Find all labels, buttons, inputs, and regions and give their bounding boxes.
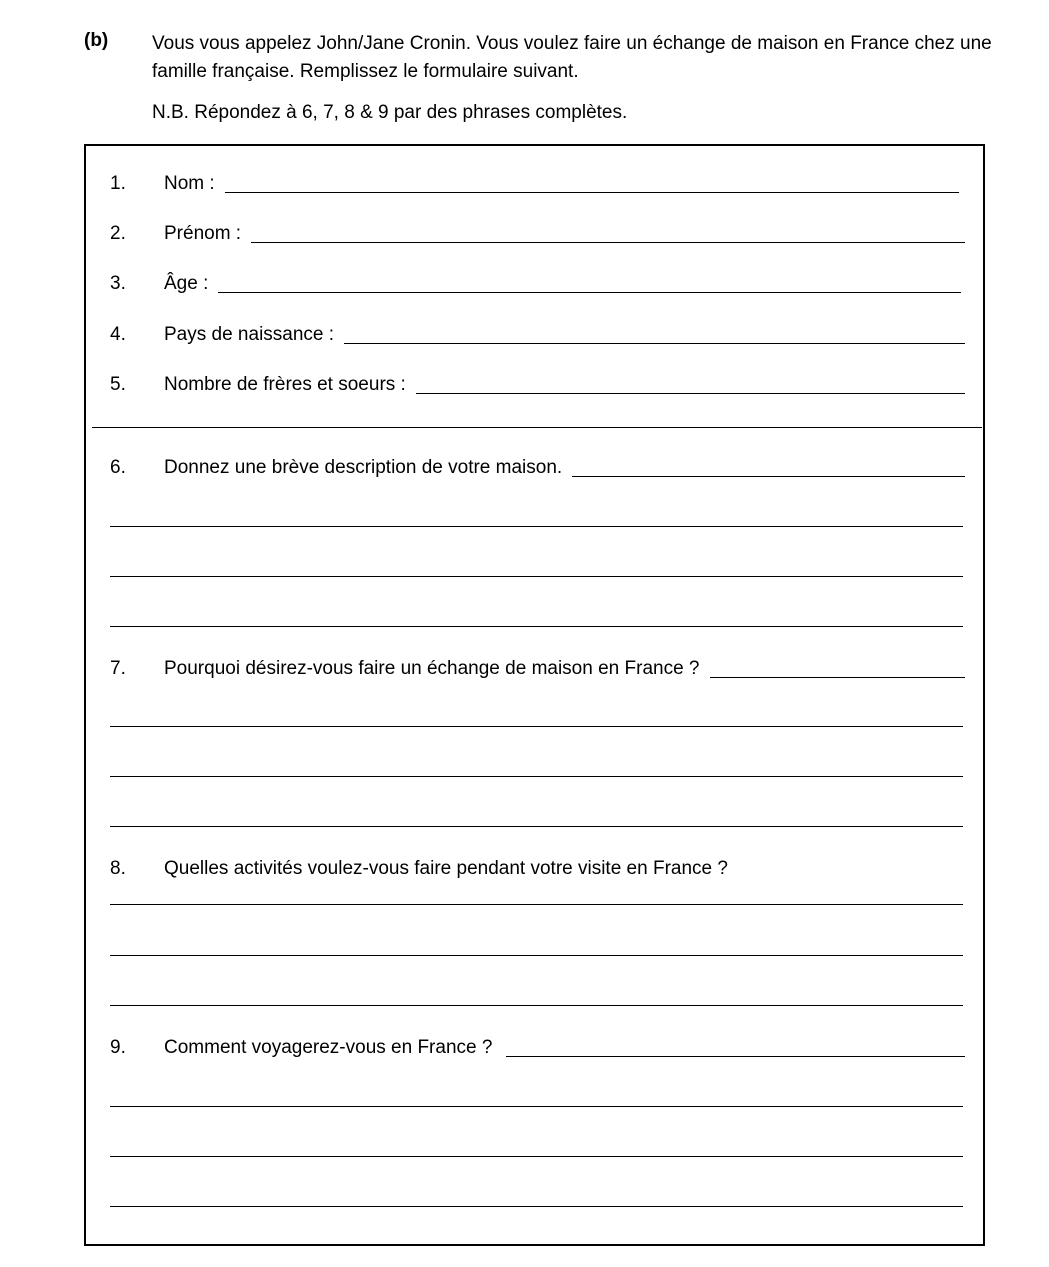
question-9 [110, 1035, 965, 1059]
q9-answer-line[interactable] [110, 1106, 963, 1107]
prenom-answer-line[interactable] [251, 242, 965, 243]
pays-answer-line[interactable] [344, 343, 965, 344]
field-age [110, 271, 965, 295]
q6-answer-line[interactable] [110, 576, 963, 577]
question-label: Pourquoi désirez-vous faire un échange de maison en France ? [164, 658, 700, 679]
question-8 [110, 856, 965, 880]
field-number: 4. [110, 324, 126, 345]
field-freres-soeurs [110, 372, 965, 396]
q6-answer-line[interactable] [110, 526, 963, 527]
field-label: Âge : [164, 273, 209, 294]
field-label: Nom : [164, 173, 215, 194]
q7-answer-line[interactable] [110, 726, 963, 727]
q8-answer-line[interactable] [110, 904, 963, 905]
question-number: 8. [110, 858, 126, 879]
freres-answer-line[interactable] [416, 393, 965, 394]
question-6 [110, 455, 965, 479]
question-7 [110, 656, 965, 680]
field-number: 5. [110, 374, 126, 395]
question-number: 6. [110, 457, 126, 478]
field-label: Nombre de frères et soeurs : [164, 374, 406, 395]
q7-answer-line[interactable] [110, 826, 963, 827]
section-divider [92, 427, 982, 428]
field-pays-naissance [110, 322, 965, 346]
part-label: (b) [84, 30, 109, 51]
q6-answer-line[interactable] [572, 476, 965, 477]
age-answer-line[interactable] [218, 292, 961, 293]
field-number: 3. [110, 273, 126, 294]
question-number: 7. [110, 658, 126, 679]
instructions-text: Vous vous appelez John/Jane Cronin. Vous voulez faire un échange de maison en France chez une famille française. Remplissez le formulaire suivant. [152, 33, 992, 82]
question-label: Donnez une brève description de votre maison. [164, 457, 563, 478]
q6-answer-line[interactable] [110, 626, 963, 627]
nom-answer-line[interactable] [225, 192, 959, 193]
form-box [84, 144, 985, 1246]
q8-answer-line[interactable] [110, 955, 963, 956]
q8-answer-line[interactable] [110, 1005, 963, 1006]
field-label: Prénom : [164, 223, 242, 244]
field-prenom [110, 221, 965, 245]
q9-answer-line[interactable] [506, 1056, 965, 1057]
q9-answer-line[interactable] [110, 1156, 963, 1157]
q7-answer-line[interactable] [110, 776, 963, 777]
field-nom [110, 171, 965, 195]
question-number: 9. [110, 1037, 126, 1058]
field-label: Pays de naissance : [164, 324, 335, 345]
note-text: N.B. Répondez à 6, 7, 8 & 9 par des phrases complètes. [152, 102, 628, 123]
question-label: Comment voyagerez-vous en France ? [164, 1037, 493, 1058]
field-number: 2. [110, 223, 126, 244]
q7-answer-line[interactable] [710, 677, 966, 678]
field-number: 1. [110, 173, 126, 194]
question-label: Quelles activités voulez-vous faire pendant votre visite en France ? [164, 858, 728, 879]
q9-answer-line[interactable] [110, 1206, 963, 1207]
